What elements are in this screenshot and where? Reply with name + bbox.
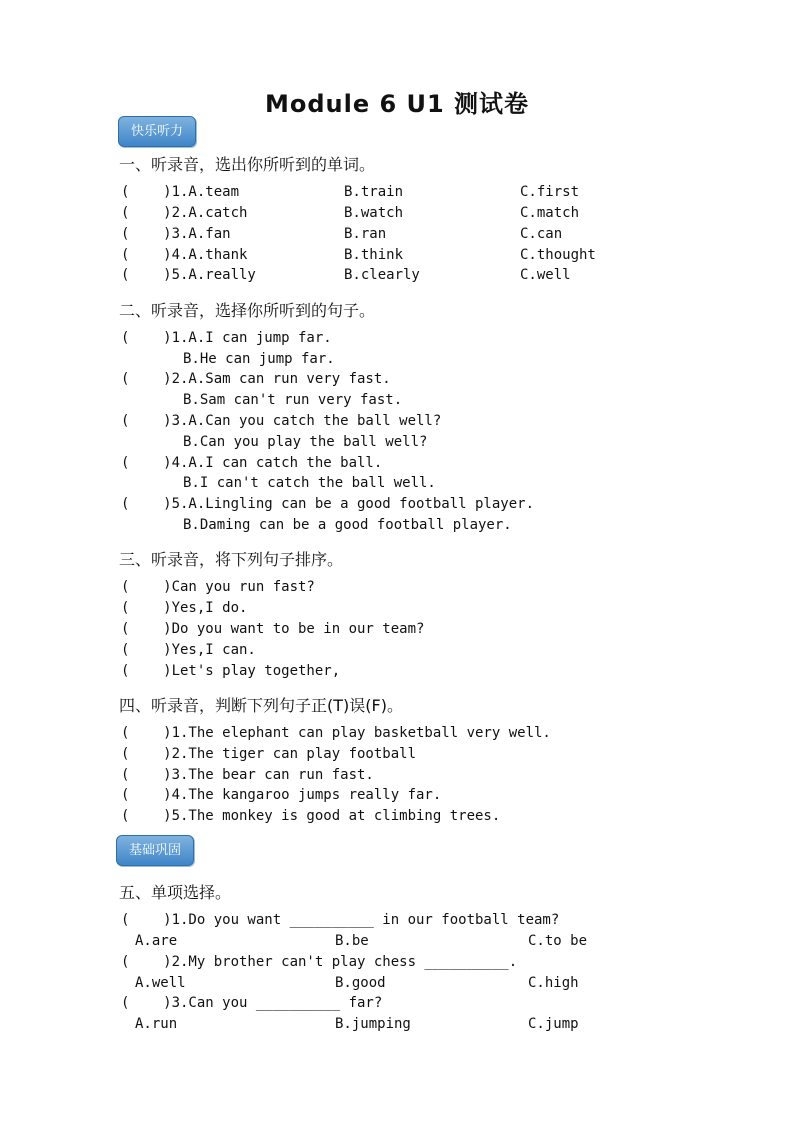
part3-item-4: ( )Yes,I can.	[121, 642, 256, 658]
part1-q4: ( )4.A.thank	[121, 247, 248, 263]
part5-q3-c: C.jump	[528, 1016, 579, 1032]
part5-q2-a: A.well	[135, 975, 186, 991]
part5-q2: ( )2.My brother can't play chess __________.	[121, 954, 518, 970]
part2-q4-b: B.I can't catch the ball well.	[183, 475, 436, 491]
page-title: Module 6 U1 测试卷	[264, 90, 530, 118]
part2-q2-a: ( )2.A.Sam can run very fast.	[121, 371, 391, 387]
part1-q1-c: C.first	[520, 184, 580, 200]
part2-q1-b: B.He can jump far.	[183, 351, 335, 367]
section-3-heading: 三、听录音，将下列句子排序。	[119, 550, 344, 569]
part3-item-5: ( )Let's play together,	[121, 663, 341, 679]
section-1-heading: 一、听录音，选出你所听到的单词。	[119, 155, 376, 174]
part3-item-2: ( )Yes,I do.	[121, 600, 248, 616]
part2-q3-b: B.Can you play the ball well?	[183, 434, 428, 450]
part4-item-3: ( )3.The bear can run fast.	[121, 767, 374, 783]
part2-q2-b: B.Sam can't run very fast.	[183, 392, 403, 408]
part4-item-4: ( )4.The kangaroo jumps really far.	[121, 787, 442, 803]
part2-q3-a: ( )3.A.Can you catch the ball well?	[121, 413, 442, 429]
part5-q2-b: B.good	[335, 975, 386, 991]
part3-item-1: ( )Can you run fast?	[121, 579, 315, 595]
part2-q4-a: ( )4.A.I can catch the ball.	[121, 455, 383, 471]
part4-item-2: ( )2.The tiger can play football	[121, 746, 417, 762]
section-4-heading: 四、听录音，判断下列句子正(T)误(F)。	[119, 696, 403, 715]
part1-q5: ( )5.A.really	[121, 267, 256, 283]
part5-q1-c: C.to be	[528, 933, 588, 949]
part1-q1-b: B.train	[344, 184, 404, 200]
part1-q4-b: B.think	[344, 247, 404, 263]
part1-q5-c: C.well	[520, 267, 571, 283]
listening-badge: 快乐听力	[118, 116, 196, 147]
part5-q3-a: A.run	[135, 1016, 178, 1032]
basics-badge: 基础巩固	[116, 835, 194, 866]
part5-q1-b: B.be	[335, 933, 369, 949]
part1-q3-b: B.ran	[344, 226, 387, 242]
part1-q3-c: C.can	[520, 226, 563, 242]
part4-item-1: ( )1.The elephant can play basketball very well.	[121, 725, 551, 741]
part5-q1: ( )1.Do you want __________ in our football team?	[121, 912, 560, 928]
part5-q3-b: B.jumping	[335, 1016, 411, 1032]
part2-q5-a: ( )5.A.Lingling can be a good football player.	[121, 496, 535, 512]
part1-q1: ( )1.A.team	[121, 184, 240, 200]
section-5-heading: 五、单项选择。	[119, 883, 232, 902]
part2-q5-b: B.Daming can be a good football player.	[183, 517, 512, 533]
part5-q3: ( )3.Can you __________ far?	[121, 995, 383, 1011]
part5-q1-a: A.are	[135, 933, 178, 949]
part1-q4-c: C.thought	[520, 247, 596, 263]
part5-q2-c: C.high	[528, 975, 579, 991]
part1-q3: ( )3.A.fan	[121, 226, 231, 242]
part1-q2-c: C.match	[520, 205, 580, 221]
section-2-heading: 二、听录音，选择你所听到的句子。	[119, 301, 376, 320]
part4-item-5: ( )5.The monkey is good at climbing trees.	[121, 808, 501, 824]
part1-q5-b: B.clearly	[344, 267, 420, 283]
part1-q2-b: B.watch	[344, 205, 404, 221]
part1-q2: ( )2.A.catch	[121, 205, 248, 221]
part3-item-3: ( )Do you want to be in our team?	[121, 621, 425, 637]
part2-q1-a: ( )1.A.I can jump far.	[121, 330, 332, 346]
